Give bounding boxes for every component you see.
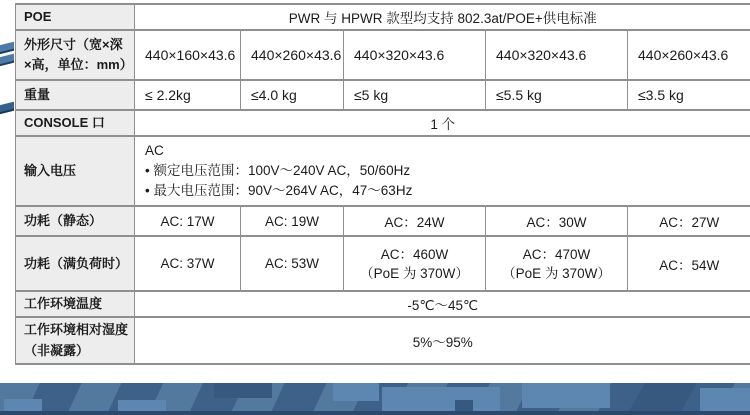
table-row-console	[16, 110, 750, 136]
banner-block	[333, 383, 379, 401]
row-label-operating-temperature: 工作环境温度	[16, 291, 135, 317]
console-port-value: 1 个	[135, 110, 750, 136]
power-full-load-line: AC：460W	[380, 246, 449, 262]
row-label-weight: 重量	[16, 80, 135, 110]
power-full-load-line: （PoE 为 370W）	[502, 265, 611, 281]
banner-block	[214, 383, 272, 398]
dimension-value: 440×160×43.6	[135, 30, 241, 80]
relative-humidity-value: 5%～95%	[135, 317, 750, 363]
power-static-value: AC: 17W	[135, 206, 241, 236]
row-label-input-voltage: 输入电压	[16, 136, 135, 206]
edge-decoration-stripe	[0, 102, 14, 116]
table-row-power-static	[16, 206, 750, 236]
power-full-load-line: AC：470W	[522, 246, 591, 262]
power-static-value: AC: 19W	[241, 206, 344, 236]
power-full-load-value: AC: 37W	[135, 236, 241, 291]
edge-decoration-stripe	[0, 54, 14, 68]
input-voltage-line: AC	[145, 143, 164, 159]
table-row-operating-temperature	[16, 291, 750, 317]
power-static-value: AC：24W	[344, 206, 486, 236]
poe-standard-value: PWR 与 HPWR 款型均支持 802.3at/POE+供电标准	[135, 4, 750, 30]
power-static-value: AC：27W	[628, 206, 750, 236]
input-voltage-line: • 最大电压范围：90V～264V AC，47～63Hz	[145, 183, 413, 199]
power-full-load-value	[344, 236, 486, 291]
weight-value: ≤4.0 kg	[241, 80, 344, 110]
dimension-value: 440×260×43.6	[628, 30, 750, 80]
row-label-poe: POE	[16, 4, 135, 30]
decorative-banner	[0, 383, 750, 415]
power-full-load-value	[486, 236, 628, 291]
table-row-input-voltage	[16, 136, 750, 206]
table-row-weight	[16, 80, 750, 110]
table-row-poe	[16, 4, 750, 30]
power-full-load-value: AC: 53W	[241, 236, 344, 291]
row-label-console: CONSOLE 口	[16, 110, 135, 136]
table-row-relative-humidity	[16, 317, 750, 363]
power-static-value: AC：30W	[486, 206, 628, 236]
weight-value: ≤5 kg	[344, 80, 486, 110]
weight-value: ≤5.5 kg	[486, 80, 628, 110]
dimension-value: 440×320×43.6	[486, 30, 628, 80]
table-row-dimensions	[16, 30, 750, 80]
operating-temperature-value: -5℃～45℃	[135, 291, 750, 317]
input-voltage-line: • 额定电压范围：100V～240V AC，50/60Hz	[145, 163, 411, 179]
banner-block	[522, 383, 610, 408]
power-full-load-value: AC：54W	[628, 236, 750, 291]
row-label-power-full-load: 功耗（满负荷时）	[16, 236, 135, 291]
dimension-value: 440×320×43.6	[344, 30, 486, 80]
row-label-power-static: 功耗（静态）	[16, 206, 135, 236]
row-label-relative-humidity: 工作环境相对湿度（非凝露）	[16, 317, 135, 363]
input-voltage-value	[135, 136, 750, 206]
weight-value: ≤3.5 kg	[628, 80, 750, 110]
table-row-power-full-load	[16, 236, 750, 291]
banner-base-strip	[0, 411, 750, 415]
power-full-load-line: （PoE 为 370W）	[360, 265, 469, 281]
spec-table	[15, 3, 750, 365]
weight-value: ≤ 2.2kg	[135, 80, 241, 110]
dimension-value: 440×260×43.6	[241, 30, 344, 80]
row-label-dimensions: 外形尺寸（宽×深×高，单位：mm）	[16, 30, 135, 80]
